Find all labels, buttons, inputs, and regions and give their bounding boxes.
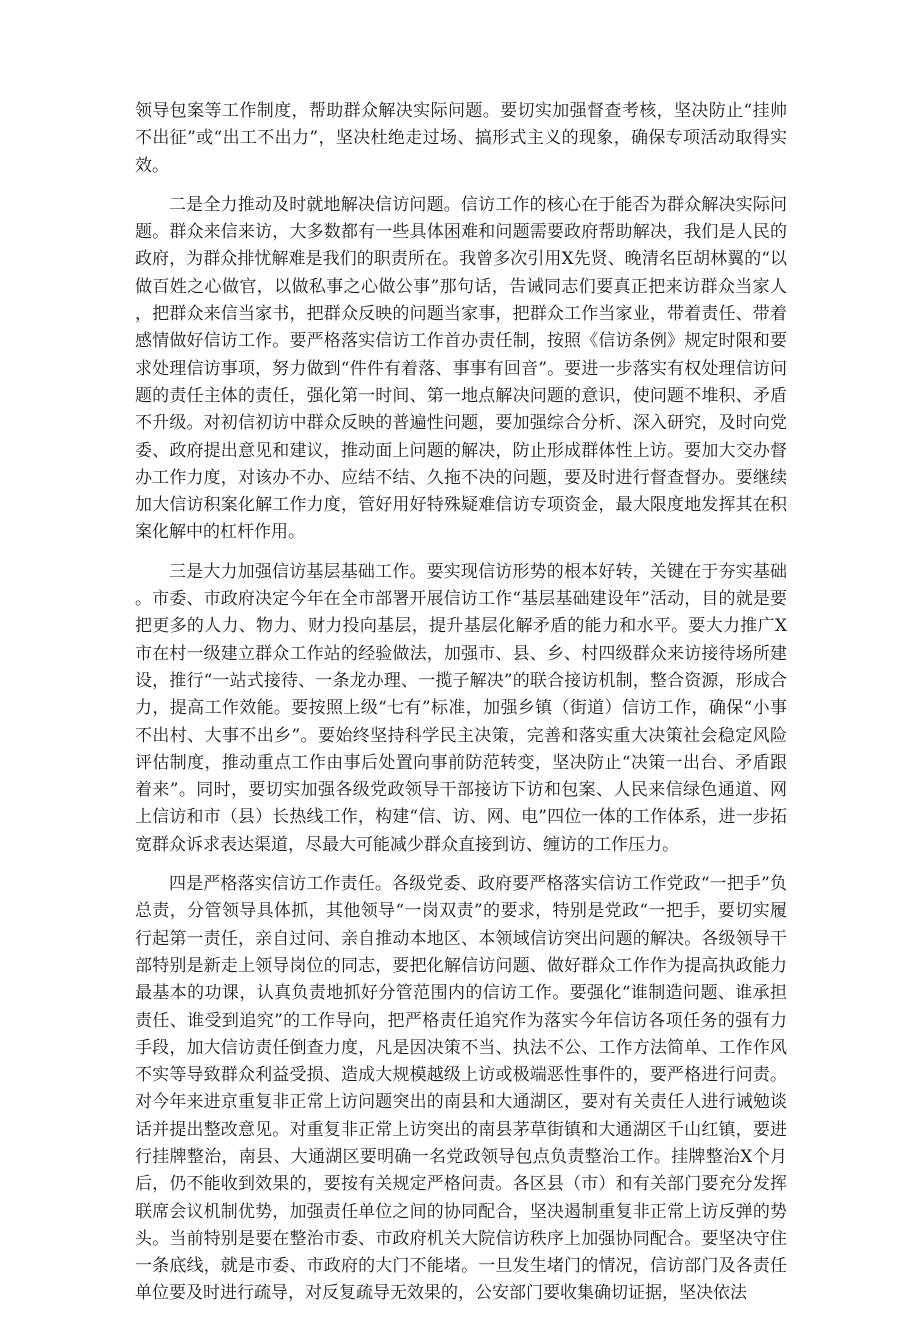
document-page [135,98,787,1320]
paragraph-2-resolve-petitions: 二是全力推动及时就地解决信访问题。信访工作的核心在于能否为群众解决实际问题。群众来信来访，大多数都有一些具体困难和问题需要政府帮助解决，我们是人民的政府，为群众排忧解难是我们的职责所在。我曾多次引用X先贤、晚清名臣胡林翼的“以做百姓之心做官，以做私事之心做公事”那句话，告诫同志们要真正把来访群众当家人，把群众来信当家书，把群众反映的问题当家事，把群众工作当家业，带着责任、带着感情做好信访工作。要严格落实信访工作首办责任制，按照《信访条例》规定时限和要求处理信访事项，努力做到“件件有着落、事事有回音”。要进一步落实有权处理信访问题的责任主体的责任，强化第一时间、第一地点解决问题的意识，使问题不堆积、矛盾不升级。对初信初访中群众反映的普遍性问题，要加强综合分析、深入研究，及时向党委、政府提出意见和建议，推动面上问题的解决，防止形成群体性上访。要加大交办督办工作力度，对该办不办、应结不结、久拖不决的问题，要及时进行督查督办。要继续加大信访积案化解工作力度，管好用好特殊疑难信访专项资金，最大限度地发挥其在积案化解中的杠杆作用。 [135,194,787,543]
paragraph-3-grassroots-work: 三是大力加强信访基层基础工作。要实现信访形势的根本好转，关键在于夯实基础。市委、市政府决定今年在全市部署开展信访工作“基层基础建设年”活动，目的就是要把更多的人力、物力、财力投向基层，提升基层化解矛盾的能力和水平。要大力推广X市在村一级建立群众工作站的经验做法，加强市、县、乡、村四级群众来访接待场所建设，推行“一站式接待、一条龙办理、一揽子解决”的联合接访机制，整合资源，形成合力，提高工作效能。要按照上级“七有”标准，加强乡镇（街道）信访工作，确保“小事不出村、大事不出乡”。要始终坚持科学民主决策，完善和落实重大决策社会稳定风险评估制度，推动重点工作由事后处置向事前防范转变，坚决防止“决策一出台、矛盾跟着来”。同时，要切实加强各级党政领导干部接访下访和包案、人民来信绿色通道、网上信访和市（县）长热线工作，构建“信、访、网、电”四位一体的工作体系，进一步拓宽群众诉求表达渠道，尽最大可能减少群众直接到访、缠访的工作压力。 [135,561,787,855]
paragraph-intro: 领导包案等工作制度，帮助群众解决实际问题。要切实加强督查考核，坚决防止“挂帅不出征”或“出工不出力”，坚决杜绝走过场、搞形式主义的现象，确保专项活动取得实效。 [135,101,787,176]
paragraph-4-responsibility: 四是严格落实信访工作责任。各级党委、政府要严格落实信访工作党政“一把手”负总责，分管领导具体抓，其他领导“一岗双责”的要求，特别是党政“一把手，要切实履行起第一责任，亲自过问、亲自推动本地区、本领域信访突出问题的解决。各级领导干部特别是新走上领导岗位的同志，要把化解信访问题、做好群众工作作为提高执政能力最基本的功课，认真负责地抓好分管范围内的信访工作。要强化“谁制造问题、谁承担责任、谁受到追究”的工作导向，把严格责任追究作为落实今年信访各项任务的强有力手段，加大信访责任倒查力度，凡是因决策不当、执法不公、工作方法简单、工作作风不实等导致群众利益受损、造成大规模越级上访或极端恶性事件的，要严格进行问责。对今年来进京重复非正常上访问题突出的南县和大通湖区，要对有关责任人进行诫勉谈话并提出整改意见。对重复非正常上访突出的南县茅草街镇和大通湖区千山红镇，要进行挂牌整治，南县、大通湖区要明确一名党政领导包点负责整治工作。挂牌整治X个月后，仍不能收到效果的，要按有关规定严格问责。各区县（市）和有关部门要充分发挥联席会议机制优势，加强责任单位之间的协同配合，坚决遏制重复非正常上访反弹的势头。当前特别是要在整治市委、市政府机关大院信访秩序上加强协同配合。要坚决守住一条底线，就是市委、市政府的大门不能堵。一旦发生堵门的情况，信访部门及各责任单位要及时进行疏导，对反复疏导无效果的，公安部门要收集确切证据，坚决依法 [135,874,787,1304]
